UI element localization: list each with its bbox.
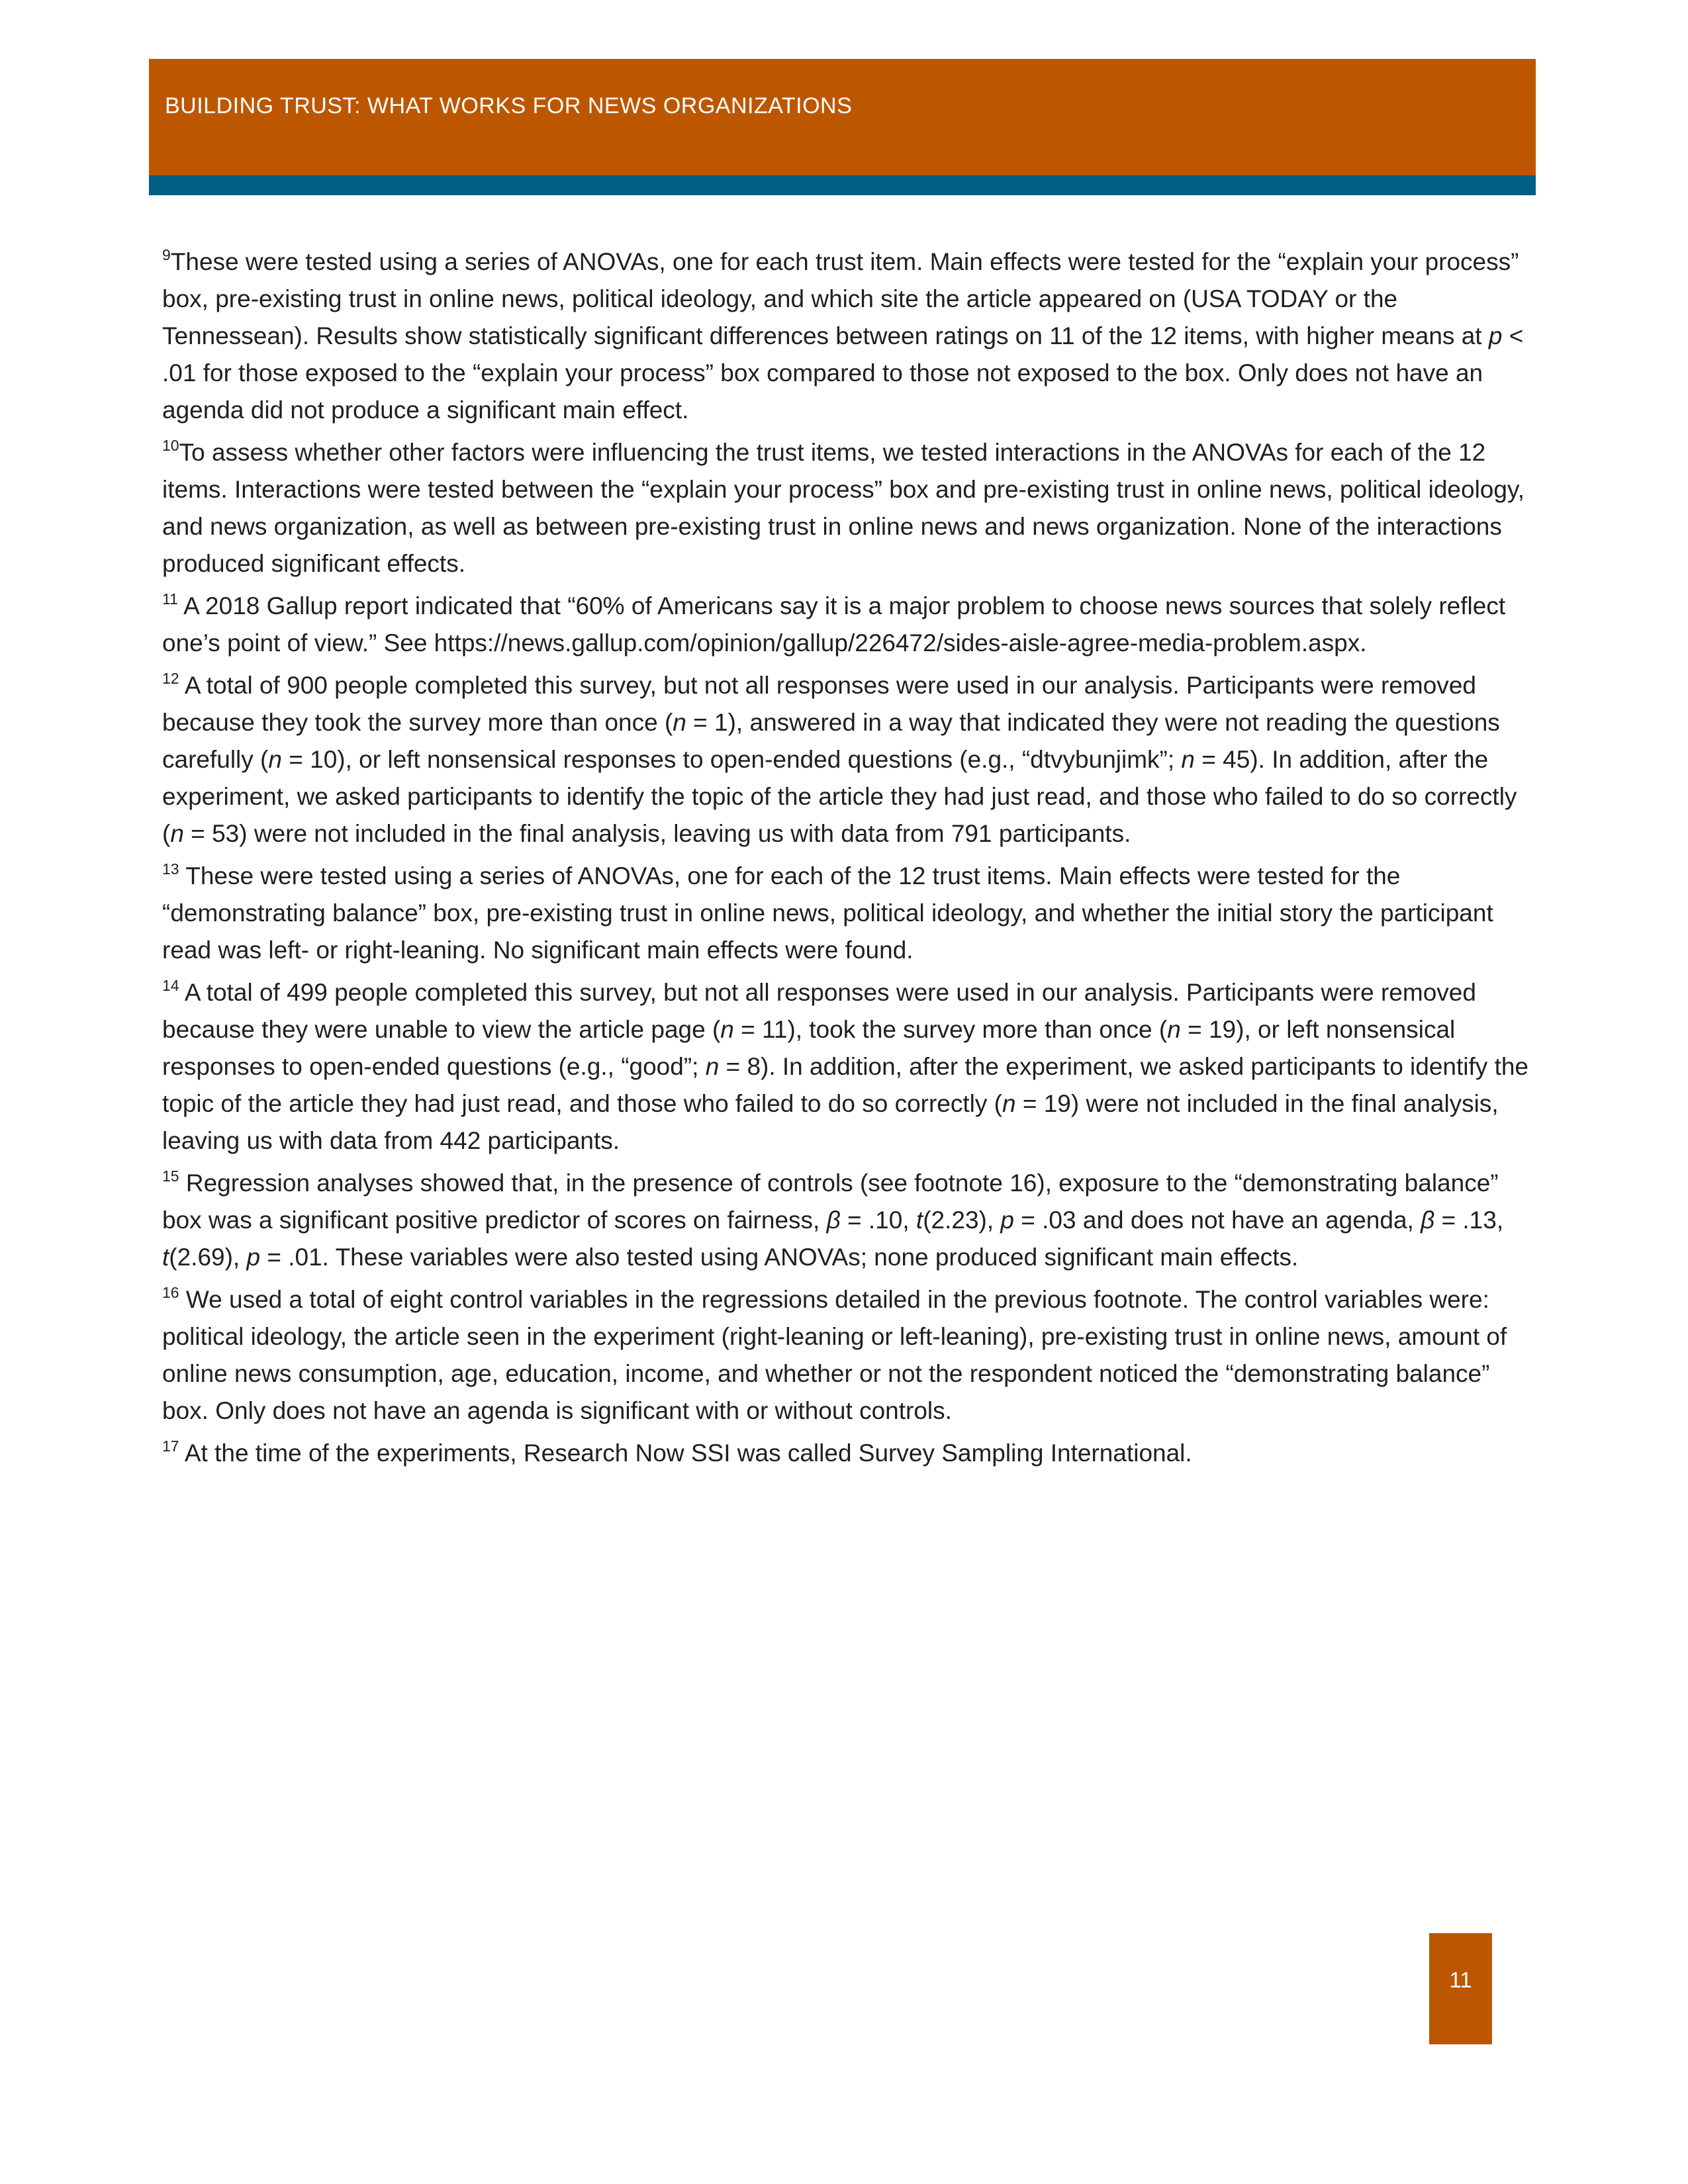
footnote-text: = .13, [1434, 1206, 1504, 1234]
italic-term: β [826, 1206, 841, 1234]
footnote-text: A 2018 Gallup report indicated that “60% of Americans say it is a major problem to choose news sources that solely reflect one’s point of view.” See https://news.gallup.com/opinion/gallup/226472/sides-aisle-agree-media-problem.aspx. [162, 592, 1506, 657]
footnote-10 [162, 434, 1532, 582]
footnote-text: = .03 and does not have an agenda, [1013, 1206, 1421, 1234]
footnote-text: At the time of the experiments, Research Now SSI was called Survey Sampling International. [184, 1439, 1192, 1467]
footnote-text: = 19) were not included in the final analysis, leaving us with data from 442 participants. [162, 1090, 1499, 1154]
italic-term: t [915, 1206, 923, 1234]
header-stripe [149, 175, 1536, 195]
footnote-text: = 45). In addition, after the experiment, we asked participants to identify the topic of the article they had just read, and those who failed to do so correctly ( [162, 746, 1517, 847]
footnote-text: = 53) were not included in the final analysis, leaving us with data from 791 participants. [183, 820, 1131, 847]
footnote-text: We used a total of eight control variables in the regressions detailed in the previous footnote. The control variables were: political ideology, the article seen in the experiment (right-leaning or left-leaning), pre-existing trust in online news, amount of online news consumption, age, education, income, and whether or not the respondent noticed the “demonstrating balance” box. Only does not have an agenda is significant with or without controls. [162, 1286, 1507, 1424]
footnote-number: 12 [162, 669, 179, 687]
italic-term: β [1421, 1206, 1435, 1234]
footnote-text: These were tested using a series of ANOVAs, one for each trust item. Main effects were tested for the “explain your process” box, pre-existing trust in online news, political ideology, and which site the article appeared on (USA TODAY or the Tennessean). Results show statistically significant differences between ratings on 11 of the 12 items, with higher means at [162, 248, 1519, 349]
footnote-number: 11 [162, 590, 178, 608]
footnote-text: = 8). In addition, after the experiment, we asked participants to identify the topic of the article they had just read, and those who failed to do so correctly ( [162, 1053, 1528, 1117]
footnote-text: = 10), or left nonsensical responses to open-ended questions (e.g., “dtvybunjimk”; [281, 746, 1182, 773]
footnote-text: A total of 900 people completed this survey, but not all responses were used in our analysis. Participants were removed because they took the survey more than once ( [162, 672, 1476, 736]
footnote-text: = .01. These variables were also tested using ANOVAs; none produced significant main effects. [260, 1244, 1299, 1271]
footnote-11 [162, 588, 1532, 662]
italic-term: p [1488, 322, 1503, 349]
footnote-text: = 11), took the survey more than once ( [733, 1016, 1168, 1043]
footnote-text: < .01 for those exposed to the “explain your process” box compared to those not exposed to the box. Only does not have an agenda did not produce a significant main effect. [162, 322, 1524, 424]
page-number: 11 [1449, 1968, 1472, 1992]
header-bar [149, 59, 1536, 175]
footnote-text: (2.23), [923, 1206, 1001, 1234]
footnote-14 [162, 974, 1532, 1160]
italic-term: n [1002, 1090, 1016, 1117]
italic-term: n [705, 1053, 720, 1080]
footnote-text: = .10, [840, 1206, 916, 1234]
footnote-text: (2.69), [169, 1244, 247, 1271]
footnote-number: 14 [162, 976, 179, 994]
italic-term: p [1000, 1206, 1014, 1234]
footnote-text: Regression analyses showed that, in the presence of controls (see footnote 16), exposure to the “demonstrating balance” box was a significant positive predictor of scores on fairness, [162, 1169, 1499, 1234]
footnote-text: These were tested using a series of ANOVAs, one for each of the 12 trust items. Main effects were tested for the “demonstrating balance” box, pre-existing trust in online news, political ideology, and whether the initial story the participant read was left- or right-leaning. No significant main effects were found. [162, 862, 1493, 964]
italic-term: n [720, 1016, 734, 1043]
footnote-13 [162, 858, 1532, 969]
footnote-text: A total of 499 people completed this survey, but not all responses were used in our analysis. Participants were removed because they were unable to view the article page ( [162, 979, 1476, 1043]
footnote-number: 16 [162, 1283, 179, 1301]
italic-term: t [162, 1244, 169, 1271]
italic-term: n [1167, 1016, 1181, 1043]
footnotes-section [162, 244, 1532, 1477]
footnote-12 [162, 667, 1532, 852]
footnote-number: 17 [162, 1437, 179, 1455]
italic-term: n [673, 709, 686, 736]
page-number-box [1429, 1933, 1492, 2044]
footnote-number: 9 [162, 246, 171, 263]
footnote-number: 10 [162, 436, 179, 454]
footnote-number: 15 [162, 1167, 179, 1185]
header-title: BUILDING TRUST: WHAT WORKS FOR NEWS ORGANIZATIONS [165, 93, 853, 118]
footnote-17 [162, 1435, 1532, 1472]
footnote-text: To assess whether other factors were influencing the trust items, we tested interactions in the ANOVAs for each of the 12 items. Interactions were tested between the “explain your process” box and pre-existing trust in online news, political ideology, and news organization, as well as between pre-existing trust in online news and news organization. None of the interactions produced significant effects. [162, 439, 1524, 577]
footnote-15 [162, 1165, 1532, 1276]
italic-term: p [246, 1244, 261, 1271]
footnote-text: = 19), or left nonsensical responses to open-ended questions (e.g., “good”; [162, 1016, 1456, 1080]
italic-term: n [170, 820, 184, 847]
footnote-16 [162, 1281, 1532, 1430]
footnote-9 [162, 244, 1532, 429]
footnote-number: 13 [162, 860, 179, 878]
italic-term: n [268, 746, 282, 773]
footnote-text: = 1), answered in a way that indicated they were not reading the questions carefully ( [162, 709, 1500, 773]
italic-term: n [1181, 746, 1195, 773]
